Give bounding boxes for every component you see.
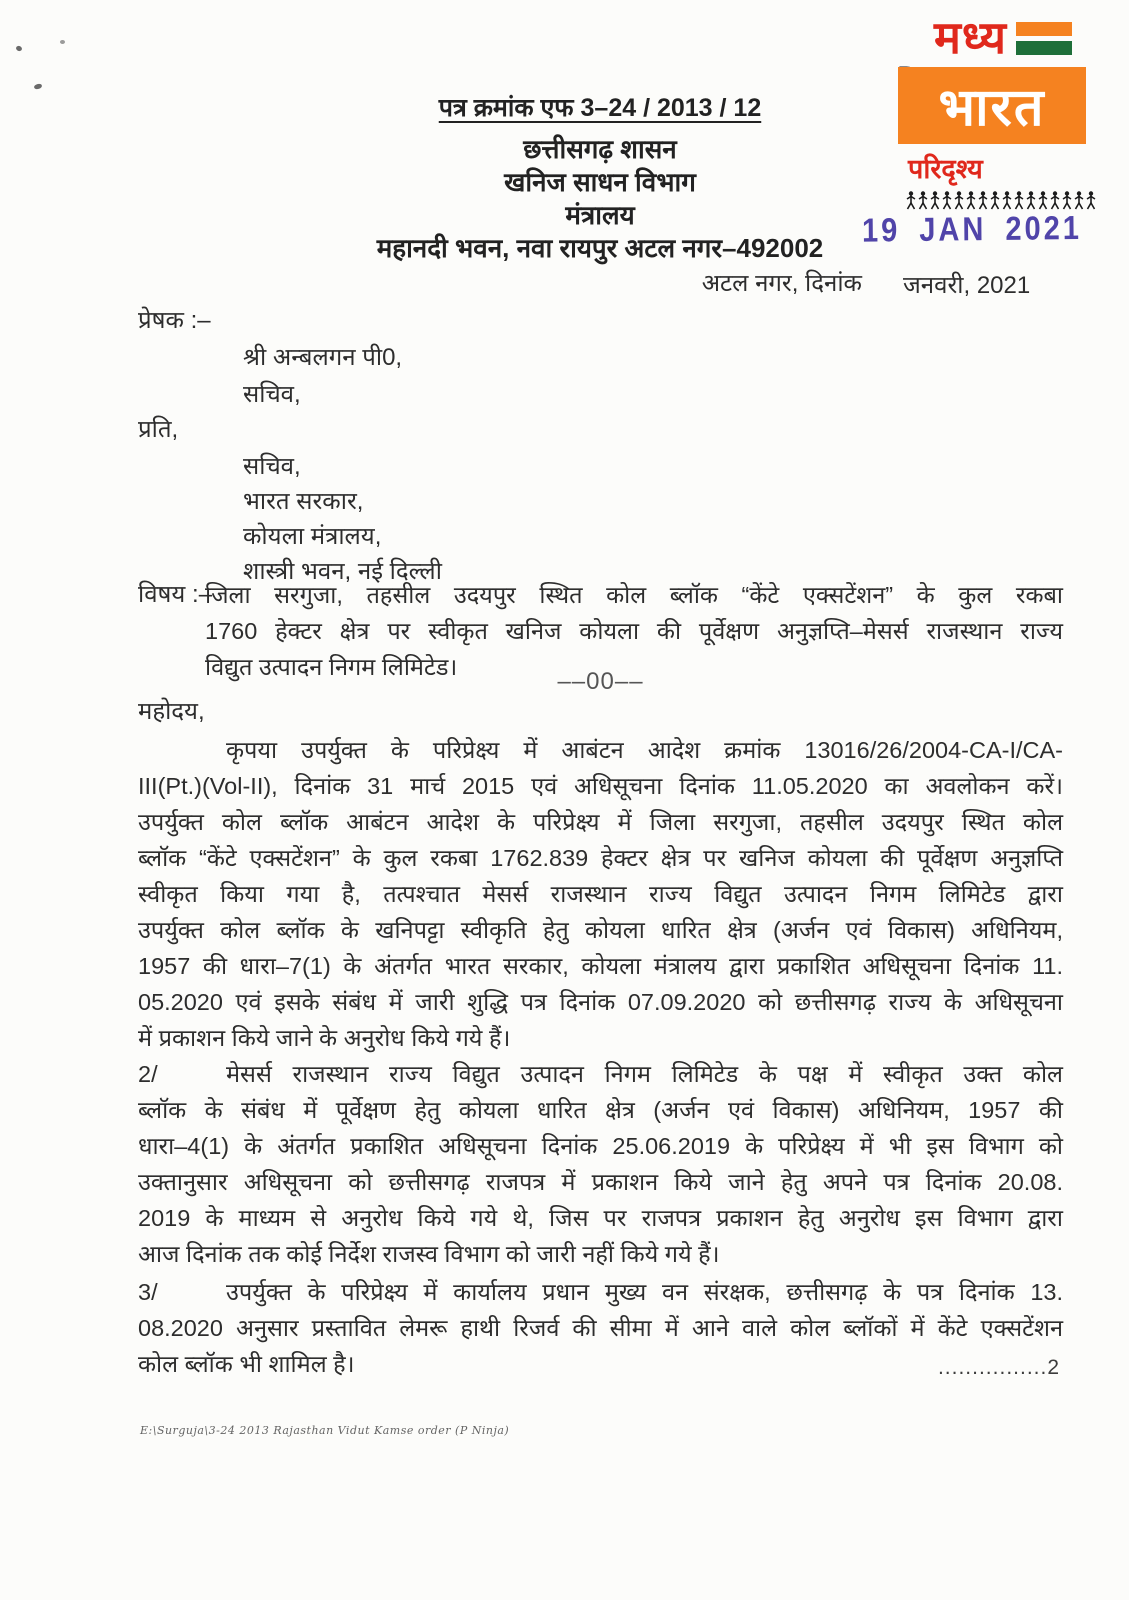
text-line: जिला सरगुजा, तहसील उदयपुर स्थित कोल ब्लॉक “केंटे एक्सटेंशन” के कुल रकबा	[205, 582, 1063, 608]
text-line: में प्रकाशन किये जाने के अनुरोध किये गये हैं।	[138, 1025, 511, 1051]
ink-speck	[60, 40, 65, 44]
file-path-note: E:\Surguja\3-24 2013 Rajasthan Vidut Kamse order (P Ninja)	[140, 1424, 510, 1437]
paragraph-3-marker: 3/	[138, 1279, 158, 1305]
department-name: खनिज साधन विभाग	[504, 167, 696, 197]
text-line: उपर्युक्त के परिप्रेक्ष्य में कार्यालय प्रधान मुख्य वन संरक्षक, छत्तीसगढ़ के पत्र दिनांक 13.	[226, 1279, 1063, 1305]
ink-speck	[33, 83, 42, 90]
letterhead	[290, 90, 910, 265]
text-line: 1957 की धारा–7(1) के अंतर्गत भारत सरकार, कोयला मंत्रालय द्वारा प्रकाशित अधिसूचना दिनांक 11.	[138, 953, 1063, 979]
letter-number: पत्र क्रमांक एफ 3–24 / 2013 / 12	[438, 94, 762, 122]
flag-bars-icon	[1016, 22, 1072, 55]
recipient-label: प्रति,	[138, 416, 179, 443]
salutation: महोदय,	[138, 698, 205, 725]
text-line: उपर्युक्त कोल ब्लॉक के खनिपट्टा स्वीकृति हेतु कोयला धारित क्षेत्र (अर्जन एवं विकास) अधिनियम,	[138, 917, 1063, 943]
text-line: उक्तानुसार अधिसूचना को छत्तीसगढ़ राजपत्र में प्रकाशन किये जाने हेतु अपने पत्र दिनांक 20.08.	[138, 1169, 1063, 1195]
recipient-line: शास्त्री भवन, नई दिल्ली	[243, 558, 442, 585]
sender-label: प्रेषक :–	[138, 307, 211, 334]
text-line: आज दिनांक तक कोई निर्देश राजस्व विभाग को जारी नहीं किये गये हैं।	[138, 1241, 720, 1267]
logo-word-madhya: मध्य	[934, 12, 1007, 63]
sender-designation: सचिव,	[243, 381, 301, 408]
text-line: मेसर्स राजस्थान राज्य विद्युत उत्पादन निगम लिमिटेड के पक्ष में स्वीकृत उक्त कोल	[226, 1061, 1063, 1087]
text-line: ब्लॉक के संबंध में पूर्वेक्षण हेतु कोयला धारित क्षेत्र (अर्जन एवं विकास) अधिनियम, 1957 की	[138, 1097, 1063, 1123]
text-line: कृपया उपर्युक्त के परिप्रेक्ष्य में आबंटन आदेश क्रमांक 13016/26/2004-CA-I/CA-	[226, 737, 1063, 763]
ink-speck	[15, 45, 22, 52]
recipient-line: कोयला मंत्रालय,	[243, 523, 382, 550]
recipient-line: सचिव,	[243, 453, 301, 480]
logo-word-bharat: भारत	[938, 79, 1046, 137]
recipient-line: भारत सरकार,	[243, 488, 364, 515]
paragraph-2	[138, 1056, 1063, 1272]
continuation-page-ref: ................2	[937, 1356, 1060, 1379]
logo-word-paridrishya: परिदृश्य	[908, 154, 983, 184]
paragraph-2-marker: 2/	[138, 1061, 158, 1087]
text-line: ब्लॉक “केंटे एक्सटेंशन” के कुल रकबा 1762.839 हेक्टर क्षेत्र पर खनिज कोयला की पूर्वेक्षण अनुज्ञप्ति	[138, 845, 1063, 871]
paragraph-2-text	[138, 1056, 1063, 1272]
madhya-bharat-logo	[898, 14, 1110, 217]
date-stamp: 19 JAN 2021	[861, 210, 1083, 250]
text-line: धारा–4(1) के अंतर्गत प्रकाशित अधिसूचना दिनांक 25.06.2019 के परिप्रेक्ष्य में भी इस विभाग को	[138, 1133, 1063, 1159]
tribal-dancers-strip-icon	[906, 190, 1110, 217]
logo-orange-box	[898, 67, 1086, 144]
sender-name: श्री अन्बलगन पी0,	[243, 344, 403, 371]
paragraph-1	[138, 732, 1063, 1056]
text-line: 05.2020 एवं इसके संबंध में जारी शुद्धि पत्र दिनांक 07.09.2020 को छत्तीसगढ़ राज्य के अधिसूचना	[138, 989, 1063, 1015]
text-line: 08.2020 अनुसार प्रस्तावित लेमरू हाथी रिजर्व की सीमा में आने वाले कोल ब्लॉकों में केंटे एक्सटेंशन	[138, 1315, 1063, 1341]
section-divider: ––00––	[557, 668, 644, 695]
text-line: उपर्युक्त कोल ब्लॉक आबंटन आदेश के परिप्रेक्ष्य में जिला सरगुजा, तहसील उदयपुर स्थित कोल	[138, 809, 1063, 835]
text-line: III(Pt.)(Vol-II), दिनांक 31 मार्च 2015 एवं अधिसूचना दिनांक 11.05.2020 का अवलोकन करें।	[138, 773, 1063, 799]
text-line: 2019 के माध्यम से अनुरोध किये गये थे, जिस पर राजपत्र प्रकाशन हेतु अनुरोध इस विभाग द्वारा	[138, 1205, 1063, 1231]
subject-label: विषय :–	[138, 581, 213, 608]
text-line: स्वीकृत किया गया है, तत्पश्चात मेसर्स राजस्थान राज्य विद्युत उत्पादन निगम लिमिटेड द्वारा	[138, 881, 1063, 907]
ministry-label: मंत्रालय	[565, 200, 635, 230]
place-date-label: अटल नगर, दिनांक	[701, 270, 862, 297]
government-name: छत्तीसगढ़ शासन	[523, 134, 677, 164]
text-line: विद्युत उत्पादन निगम लिमिटेड।	[205, 654, 458, 680]
text-line: कोल ब्लॉक भी शामिल है।	[138, 1351, 355, 1377]
office-address: महानदी भवन, नवा रायपुर अटल नगर–492002	[376, 233, 824, 263]
text-line: 1760 हेक्टर क्षेत्र पर स्वीकृत खनिज कोयला की पूर्वेक्षण अनुज्ञप्ति–मेसर्स राजस्थान राज्य	[205, 618, 1063, 644]
month-year-text: जनवरी, 2021	[903, 272, 1031, 299]
